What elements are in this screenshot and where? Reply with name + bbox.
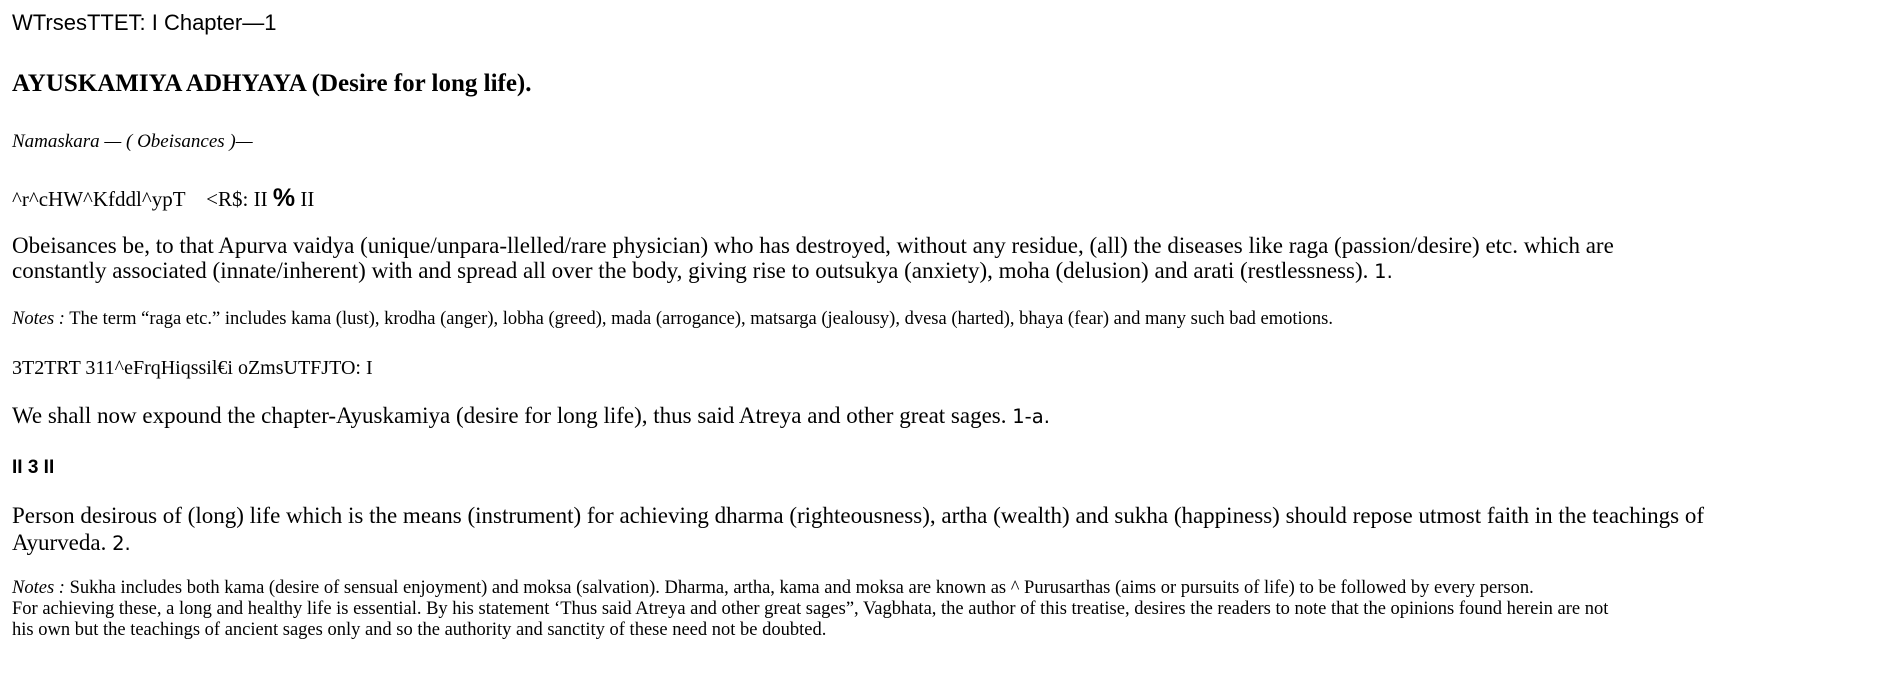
paragraph-3-line-1: Person desirous of (long) life which is the means (instrument) for achieving dharma (righteousness), artha (wealth) and sukha (happiness) should repose utmost faith in the teachings of: [12, 503, 1704, 528]
verse-1-end: II: [295, 187, 315, 211]
notes-3-line-1-text: Sukha includes both kama (desire of sensual enjoyment) and moksa (salvation). Dharma, artha, kama and moksa are known as ^ Purusarthas (aims or pursuits of life) to be followed by every person.: [64, 578, 1534, 598]
chapter-title: AYUSKAMIYA ADHYAYA (Desire for long life).: [12, 70, 532, 97]
namaskara-heading: Namaskara — ( Obeisances )—: [12, 131, 253, 152]
notes-3-label: Notes :: [12, 578, 65, 598]
verse-2: 3T2TRT 311^eFrqHiqssil€i oZmsUTFJTO: I: [12, 357, 373, 379]
paragraph-1-line-2: [12, 258, 1393, 284]
paragraph-1-line-1: Obeisances be, to that Apurva vaidya (unique/unpara-llelled/rare physician) who has destroyed, without any residue, (all) the diseases like raga (passion/desire) etc. which are: [12, 233, 1614, 258]
paragraph-3-line-2-text: Ayurveda.: [12, 530, 113, 555]
paragraph-1-line-2-text: constantly associated (innate/inherent) with and spread all over the body, giving rise to outsukya (anxiety), moha (delusion) and arati (restlessness).: [12, 258, 1375, 283]
paragraph-1-number: 1.: [1374, 260, 1393, 283]
notes-3-line-2: For achieving these, a long and healthy life is essential. By his statement ‘Thus said Atreya and other great sages”, Vagbhata, the author of this treatise, desires the readers to note that the opinions found herein are not: [12, 599, 1609, 619]
notes-3-line-1: [12, 578, 1534, 599]
paragraph-2: [12, 403, 1050, 429]
chapter-header: WTrsesTTET: I Chapter—1: [12, 10, 277, 35]
paragraph-3-number: 2.: [112, 532, 131, 555]
verse-3: II 3 II: [12, 457, 55, 478]
notes-1-label: Notes :: [12, 309, 65, 329]
notes-1-text: The term “raga etc.” includes kama (lust), krodha (anger), lobha (greed), mada (arrogance), matsarga (jealousy), dvesa (harted), bhaya (fear) and many such bad emotions.: [64, 309, 1334, 329]
paragraph-2-number: 1-a.: [1012, 405, 1050, 428]
verse-1: [12, 184, 314, 213]
notes-1: [12, 309, 1333, 330]
paragraph-3-line-2: [12, 530, 131, 556]
notes-3-line-3: his own but the teachings of ancient sages only and so the authority and sanctity of these need not be doubted.: [12, 620, 827, 640]
paragraph-2-text: We shall now expound the chapter-Ayuskamiya (desire for long life), thus said Atreya and other great sages.: [12, 403, 1013, 428]
verse-1-symbol: %: [272, 184, 296, 212]
verse-1-text: ^r^cHW^Kfddl^ypT <R$: II: [12, 187, 273, 211]
